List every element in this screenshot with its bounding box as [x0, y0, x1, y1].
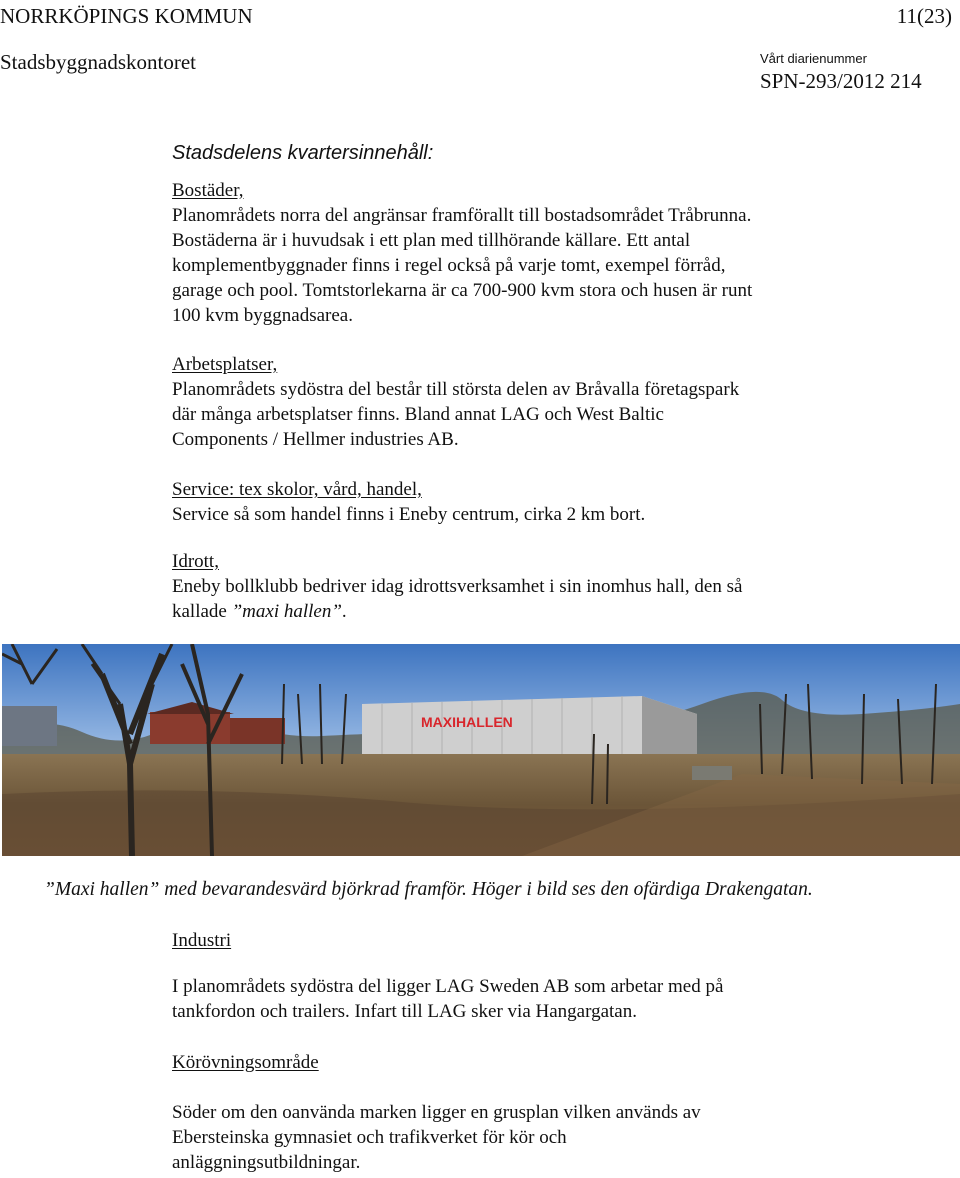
body-line: tankfordon och trailers. Infart till LAG sker via Hangargatan.	[172, 1001, 637, 1022]
block-heading: Arbetsplatser,	[172, 354, 278, 375]
block-bostader	[172, 178, 752, 328]
maxihallen-photo	[2, 644, 960, 856]
block-arbetsplatser	[172, 352, 739, 452]
red-house	[230, 718, 285, 744]
body-line: Service så som handel finns i Eneby centrum, cirka 2 km bort.	[172, 504, 646, 525]
block-heading: Service: tex skolor, vård, handel,	[172, 479, 422, 500]
body-line	[172, 599, 742, 624]
section-title: Stadsdelens kvartersinnehåll:	[172, 142, 434, 164]
photo-caption: ”Maxi hallen” med bevarandesvärd björkrad framför. Höger i bild ses den ofärdiga Drakengatan.	[44, 879, 813, 900]
text-span: kallade	[172, 601, 232, 622]
body-line: Planområdets norra del angränsar framförallt till bostadsområdet Tråbrunna.	[172, 205, 752, 226]
block-heading: Körövningsområde	[172, 1052, 319, 1073]
body-line: Eneby bollklubb bedriver idag idrottsverksamhet i sin inomhus hall, den så	[172, 576, 743, 597]
utility-box	[692, 766, 732, 780]
maxi-hallen-italic: ”maxi hallen”	[231, 601, 342, 622]
page-number: 11(23)	[896, 4, 952, 28]
text-span: .	[341, 601, 347, 622]
body-line: Planområdets sydöstra del består till största delen av Bråvalla företagspark	[172, 379, 740, 400]
body-line: Components / Hellmer industries AB.	[172, 429, 459, 450]
block-service	[172, 477, 645, 527]
red-house	[150, 712, 230, 744]
block-heading: Bostäder,	[172, 180, 244, 201]
body-line: anläggningsutbildningar.	[172, 1152, 361, 1173]
block-industri	[172, 928, 231, 953]
office-name: Stadsbyggnadskontoret	[0, 50, 196, 74]
body-line: 100 kvm byggnadsarea.	[172, 305, 353, 326]
photo-illustration	[2, 644, 960, 856]
block-idrott	[172, 549, 742, 624]
block-heading: Industri	[172, 930, 232, 951]
body-line: Ebersteinska gymnasiet och trafikverket för kör och	[172, 1127, 567, 1148]
maxihallen-sign: MAXIHALLEN	[421, 714, 513, 730]
block-industri-body	[172, 974, 723, 1024]
body-line: där många arbetsplatser finns. Bland annat LAG och West Baltic	[172, 404, 664, 425]
left-building	[2, 706, 57, 746]
diary-label: Vårt diarienummer	[760, 51, 867, 66]
diary-number: SPN-293/2012 214	[760, 69, 922, 93]
body-line: Söder om den oanvända marken ligger en grusplan vilken används av	[172, 1102, 701, 1123]
block-heading: Idrott,	[172, 551, 219, 572]
organization-name: NORRKÖPINGS KOMMUN	[0, 4, 253, 28]
body-line: garage och pool. Tomtstorlekarna är ca 700-900 kvm stora och husen är runt	[172, 280, 753, 301]
body-line: Bostäderna är i huvudsak i ett plan med tillhörande källare. Ett antal	[172, 230, 691, 251]
body-line: I planområdets sydöstra del ligger LAG Sweden AB som arbetar med på	[172, 976, 724, 997]
block-korovning-body	[172, 1100, 701, 1175]
block-korovning	[172, 1050, 319, 1075]
body-line: komplementbyggnader finns i regel också på varje tomt, exempel förråd,	[172, 255, 726, 276]
